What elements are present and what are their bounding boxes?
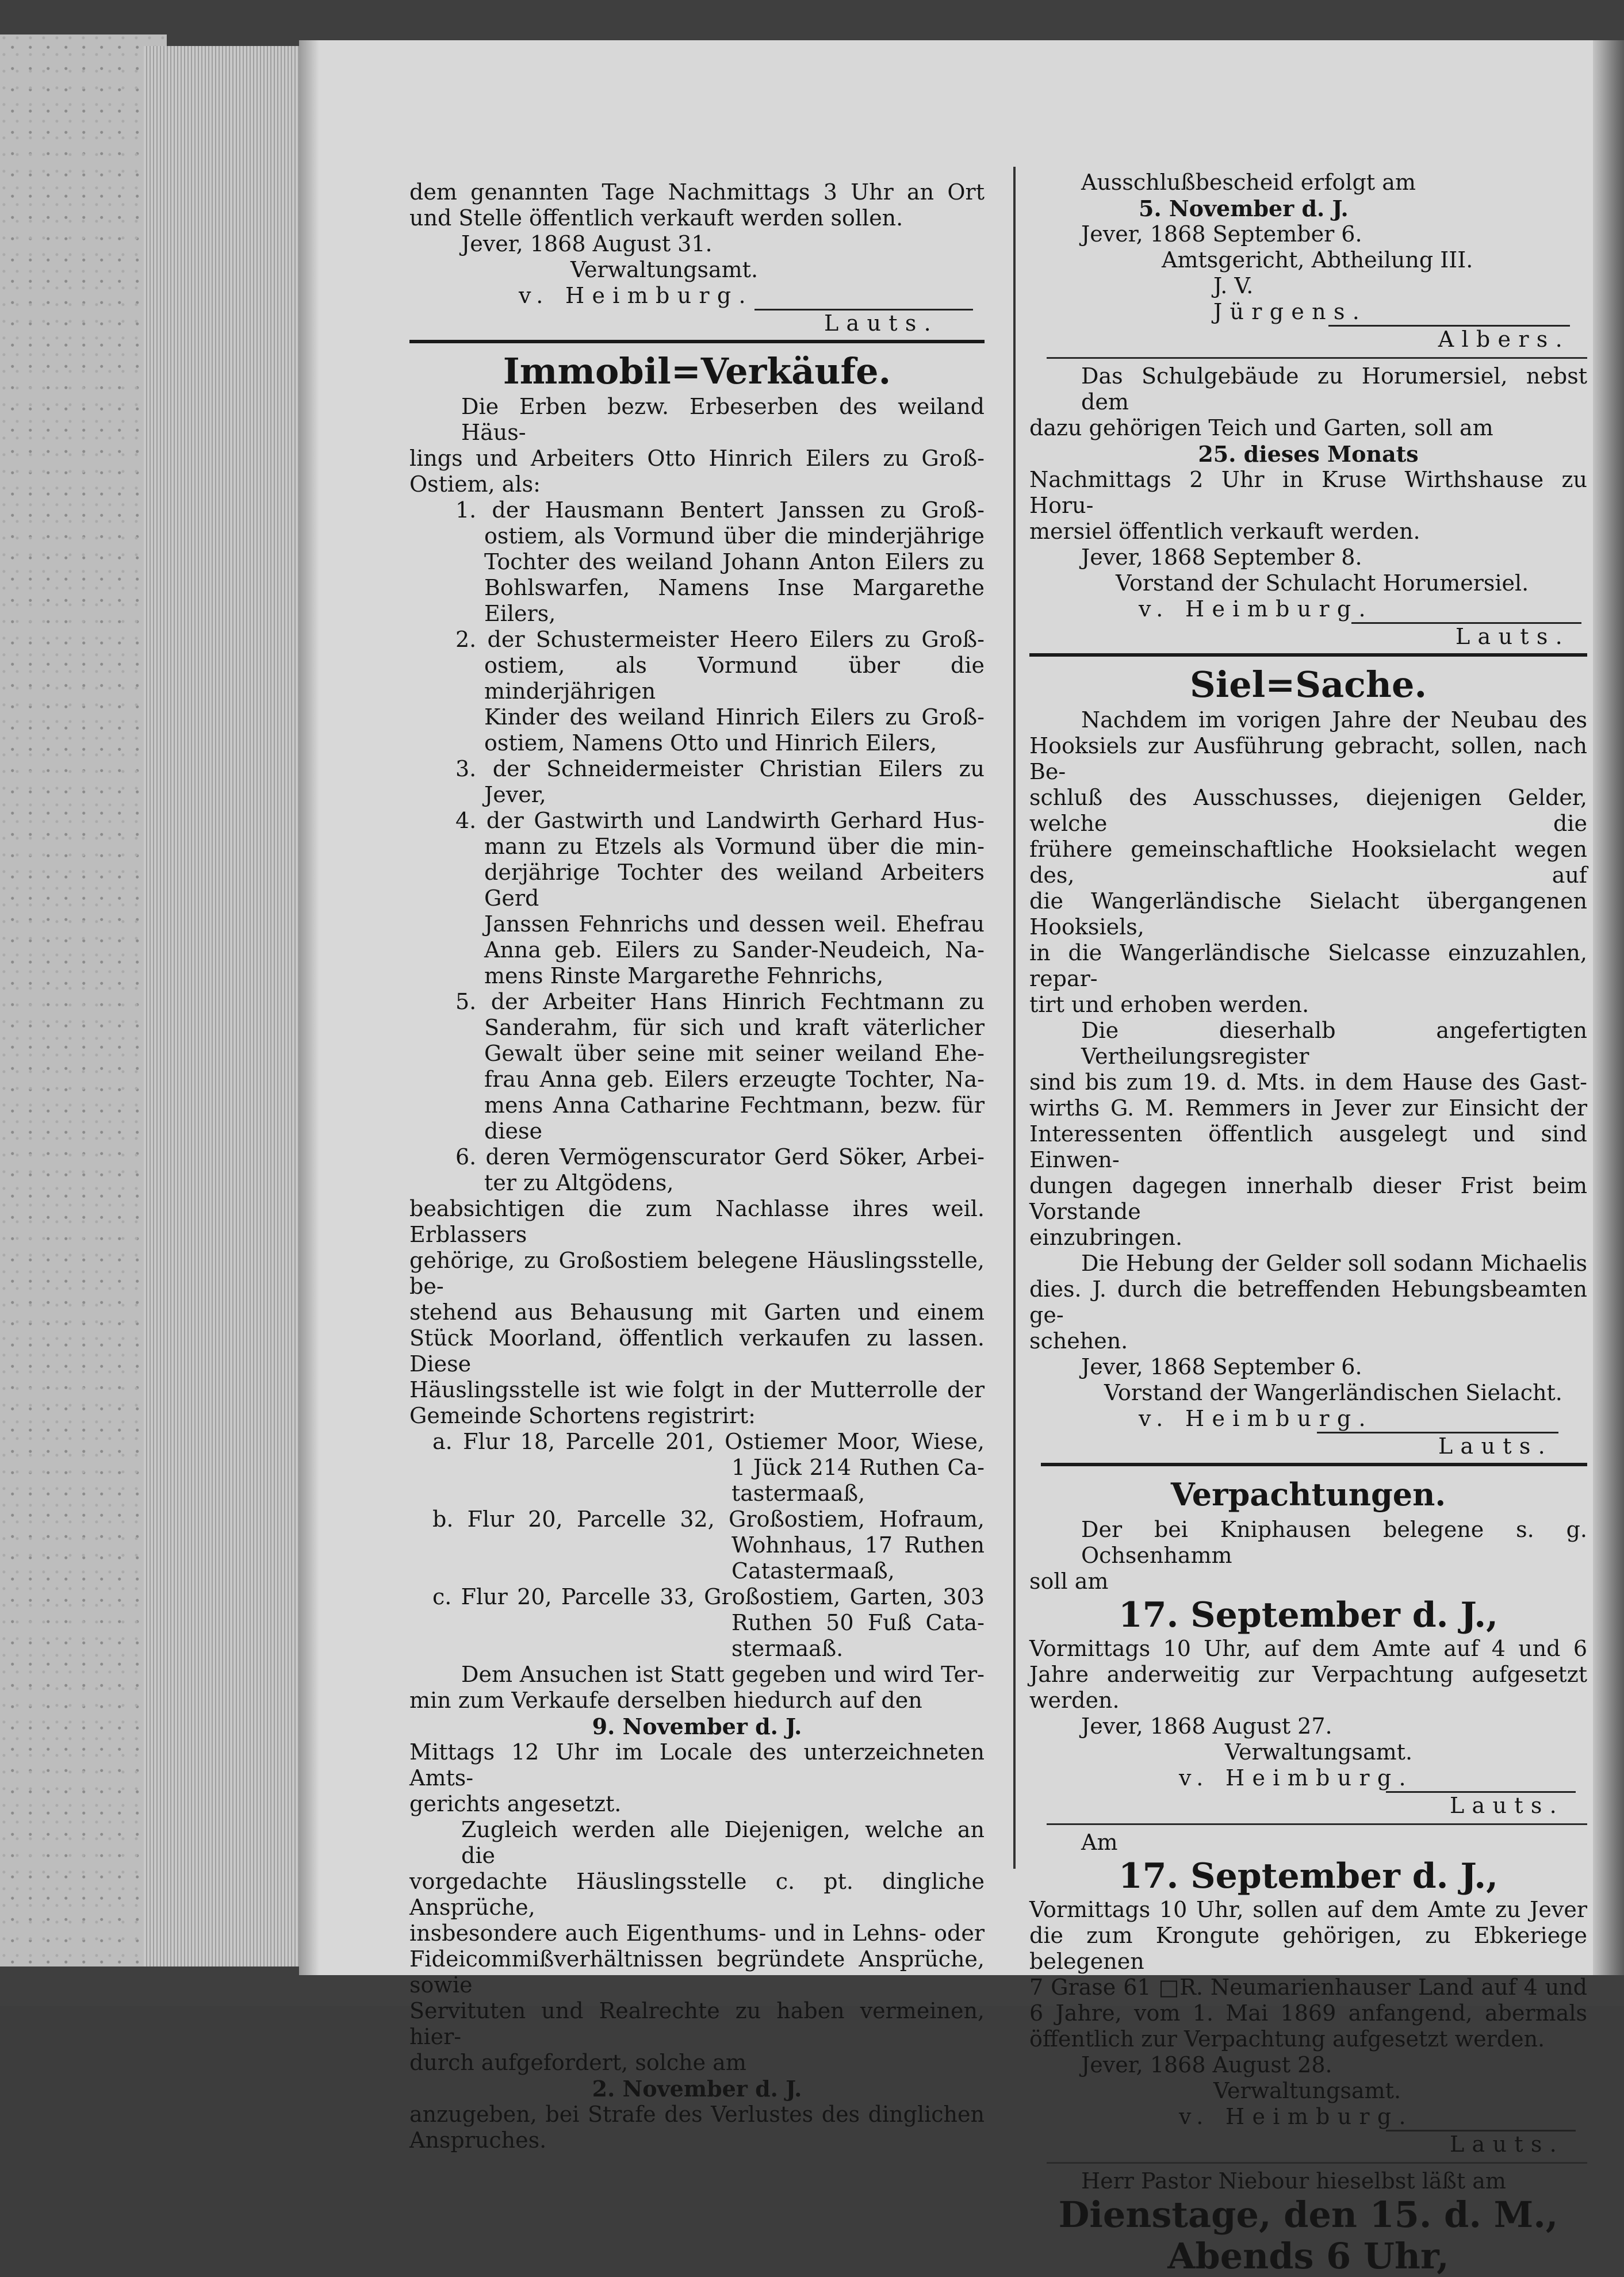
text-line: öffentlich zur Verpachtung aufgesetzt werden. bbox=[1029, 2026, 1545, 2052]
text-line: frühere gemeinschaftliche Hooksielacht wegen des, auf bbox=[1029, 837, 1587, 888]
date-line: 9. November d. J. bbox=[592, 1713, 802, 1739]
date-heading: 17. September d. J., bbox=[1119, 1856, 1498, 1896]
text-line: 7 Grase 61 □R. Neumarienhauser Land auf 4 und bbox=[1029, 1975, 1587, 2000]
list-item: 1. der Hausmann Bentert Janssen zu Groß- ostiem, als Vormund über die minderjährige Tochter des weiland Johann Anton Eilers zu Bohlswarfen, Namens Inse Margarethe Eilers, bbox=[455, 497, 985, 626]
signature: Albers. bbox=[1438, 327, 1570, 352]
date-line: 2. November d. J. bbox=[592, 2076, 802, 2102]
text-line: gerichts angesetzt. bbox=[409, 1791, 622, 1816]
dateline: Jever, 1868 August 27. bbox=[1081, 1713, 1332, 1739]
text-line: Häuslingsstelle ist wie folgt in der Mutterrolle der bbox=[409, 1377, 985, 1402]
parcel-entry: c. Flur 20, Parcelle 33, Großostiem, Garten, 303 Ruthen 50 Fuß Cata- stermaaß. bbox=[432, 1584, 985, 1661]
parcel-entry: a. Flur 18, Parcelle 201, Ostiemer Moor, Wiese, 1 Jück 214 Ruthen Ca- tastermaaß, bbox=[432, 1429, 985, 1506]
section-heading: Siel=Sache. bbox=[1189, 664, 1427, 706]
office-name: Verwaltungsamt. bbox=[1225, 1739, 1413, 1765]
text-line: Die Hebung der Gelder soll sodann Michaelis bbox=[1081, 1251, 1587, 1276]
text-line: Die dieserhalb angefertigten Vertheilungsregister bbox=[1081, 1018, 1587, 1069]
text-line: lings und Arbeiters Otto Hinrich Eilers zu Groß- bbox=[409, 446, 985, 471]
text-line: Zugleich werden alle Diejenigen, welche an die bbox=[461, 1817, 985, 1868]
dateline: Jever, 1868 August 28. bbox=[1081, 2052, 1332, 2077]
text-line: Interessenten öffentlich ausgelegt und sind Einwen- bbox=[1029, 1121, 1587, 1172]
dateline: Jever, 1868 August 31. bbox=[461, 231, 713, 256]
text-line: Vormittags 10 Uhr, sollen auf dem Amte zu Jever bbox=[1029, 1897, 1587, 1922]
text-line: in die Wangerländische Sielcasse einzuzahlen, repar- bbox=[1029, 940, 1587, 991]
parcel-list bbox=[409, 1429, 985, 1662]
text-line: min zum Verkaufe derselben hiedurch auf den bbox=[409, 1688, 922, 1713]
section-heading: Verpachtungen. bbox=[1170, 1476, 1446, 1513]
signature: v. Heimburg. bbox=[1139, 1406, 1373, 1431]
text-line: 6 Jahre, vom 1. Mai 1869 anfangend, abermals bbox=[1029, 2000, 1587, 2026]
text-line: Am bbox=[1081, 1830, 1118, 1855]
text-line: Fideicommißverhältnissen begründete Ansprüche, sowie bbox=[409, 1946, 985, 1998]
signature: Lauts. bbox=[1449, 2132, 1564, 2157]
section-heading: Immobil=Verkäufe. bbox=[503, 350, 891, 392]
text-line: J. V. bbox=[1213, 273, 1254, 298]
text-line: durch aufgefordert, solche am bbox=[409, 2050, 746, 2075]
signature-block bbox=[409, 309, 985, 336]
date-line: 25. dieses Monats bbox=[1198, 441, 1419, 467]
text-line: Ostiem, als: bbox=[409, 471, 541, 497]
text-line: insbesondere auch Eigenthums- und in Lehns- oder bbox=[409, 1920, 985, 1946]
text-line: und Stelle öffentlich verkauft werden sollen. bbox=[409, 205, 903, 231]
text-line: wirths G. M. Remmers in Jever zur Einsicht der bbox=[1029, 1095, 1587, 1121]
list-item: 2. der Schustermeister Heero Eilers zu Groß- ostiem, als Vormund über die minderjährigen Kinder des weiland Hinrich Eilers zu Groß- ostiem, Namens Otto und Hinrich Eilers, bbox=[455, 627, 985, 756]
list-item: 6. deren Vermögenscurator Gerd Söker, Arbei- ter zu Altgödens, bbox=[455, 1144, 985, 1195]
text-line: Nachdem im vorigen Jahre der Neubau des bbox=[1081, 707, 1587, 733]
event-heading: Abends 6 Uhr, bbox=[1167, 2235, 1449, 2277]
text-line: beabsichtigen die zum Nachlasse ihres weil. Erblassers bbox=[409, 1196, 985, 1247]
text-line: mersiel öffentlich verkauft werden. bbox=[1029, 519, 1420, 544]
date-line: 5. November d. J. bbox=[1139, 195, 1349, 221]
text-line: dungen dagegen innerhalb dieser Frist beim Vorstande bbox=[1029, 1173, 1587, 1224]
text-line: dazu gehörigen Teich und Garten, soll am bbox=[1029, 415, 1493, 440]
text-line: anzugeben, bei Strafe des Verlustes des dinglichen bbox=[409, 2102, 985, 2127]
event-heading: Dienstage, den 15. d. M., bbox=[1058, 2194, 1558, 2236]
text-line: Nachmittags 2 Uhr in Kruse Wirthshause zu Horu- bbox=[1029, 467, 1587, 518]
list-item: 4. der Gastwirth und Landwirth Gerhard Hus- mann zu Etzels als Vormund über die min- derjährige Tochter des weiland Arbeiters Gerd Janssen Fehnrichs und dessen weil. Ehefrau Anna geb. Eilers zu Sander-Neudeich, Na- mens Rinste Margarethe Fehnrichs, bbox=[455, 808, 985, 988]
text-line: Gemeinde Schortens registrirt: bbox=[409, 1403, 756, 1428]
text-line: Hooksiels zur Ausführung gebracht, sollen, nach Be- bbox=[1029, 733, 1587, 784]
dateline: Jever, 1868 September 8. bbox=[1081, 545, 1362, 570]
signature: Lauts. bbox=[824, 310, 939, 336]
section-rule bbox=[1047, 2162, 1587, 2164]
signature: v. Heimburg. bbox=[1139, 596, 1373, 622]
parcel-entry: b. Flur 20, Parcelle 32, Großostiem, Hofraum, Wohnhaus, 17 Ruthen Catastermaaß, bbox=[432, 1506, 985, 1584]
text-line: einzubringen. bbox=[1029, 1225, 1183, 1250]
text-line: Das Schulgebäude zu Horumersiel, nebst dem bbox=[1081, 363, 1587, 415]
signature: Lauts. bbox=[1449, 1793, 1564, 1818]
heirs-list bbox=[409, 497, 985, 1196]
page-edge-shadow bbox=[1593, 40, 1624, 1975]
text-line: Der bei Kniphausen belegene s. g. Ochsenhamm bbox=[1081, 1517, 1587, 1568]
right-column bbox=[1029, 170, 1587, 2277]
page-stack bbox=[144, 46, 311, 1966]
text-line: Vormittags 10 Uhr, auf dem Amte auf 4 und 6 bbox=[1029, 1636, 1587, 1661]
signature: v. Heimburg. bbox=[519, 283, 753, 308]
list-item: 5. der Arbeiter Hans Hinrich Fechtmann zu Sanderahm, für sich und kraft väterlicher Gewalt über seine mit seiner weiland Ehe- frau Anna geb. Eilers erzeugte Tochter, Na- mens Anna Catharine Fechtmann, bezw. für diese bbox=[455, 989, 985, 1144]
page-gutter bbox=[299, 40, 319, 1975]
text-line: dies. J. durch die betreffenden Hebungsbeamten ge- bbox=[1029, 1276, 1587, 1328]
text-line: Anspruches. bbox=[409, 2128, 547, 2153]
office-name: Verwaltungsamt. bbox=[570, 257, 759, 282]
office-name: Vorstand der Wangerländischen Sielacht. bbox=[1104, 1380, 1562, 1405]
office-name: Amtsgericht, Abtheilung III. bbox=[1162, 247, 1473, 273]
text-line: schluß des Ausschusses, diejenigen Gelder, welche die bbox=[1029, 785, 1587, 836]
dateline: Jever, 1868 September 6. bbox=[1081, 1354, 1362, 1379]
dateline: Jever, 1868 September 6. bbox=[1081, 221, 1362, 247]
column-divider bbox=[1013, 167, 1016, 1869]
signature: Lauts. bbox=[1438, 1433, 1553, 1459]
signature: v. Heimburg. bbox=[1179, 2104, 1414, 2129]
text-line: tirt und erhoben werden. bbox=[1029, 992, 1309, 1017]
date-heading: 17. September d. J., bbox=[1119, 1595, 1498, 1635]
text-line: soll am bbox=[1029, 1569, 1109, 1594]
text-line: Servituten und Realrechte zu haben vermeinen, hier- bbox=[409, 1998, 985, 2049]
section-rule bbox=[1041, 1463, 1587, 1466]
section-rule bbox=[1047, 357, 1587, 359]
section-rule bbox=[1029, 653, 1587, 657]
signature: Jürgens. bbox=[1213, 299, 1368, 324]
signature: v. Heimburg. bbox=[1179, 1765, 1414, 1791]
list-item: 3. der Schneidermeister Christian Eilers zu Jever, bbox=[455, 756, 985, 807]
text-line: Ausschlußbescheid erfolgt am bbox=[1081, 170, 1416, 195]
section-rule bbox=[1047, 1823, 1587, 1825]
text-line: Jahre anderweitig zur Verpachtung aufgesetzt werden. bbox=[1029, 1662, 1587, 1713]
text-line: sind bis zum 19. d. Mts. in dem Hause des Gast- bbox=[1029, 1070, 1587, 1095]
office-name: Verwaltungsamt. bbox=[1213, 2078, 1401, 2103]
signature: Lauts. bbox=[1455, 624, 1570, 649]
text-line: gehörige, zu Großostiem belegene Häuslingsstelle, be- bbox=[409, 1248, 985, 1299]
text-line: Dem Ansuchen ist Statt gegeben und wird Ter- bbox=[461, 1662, 985, 1687]
left-column bbox=[409, 179, 985, 2153]
text-line: Die Erben bezw. Erbeserben des weiland Häus- bbox=[461, 394, 985, 445]
text-line: vorgedachte Häuslingsstelle c. pt. dingliche Ansprüche, bbox=[409, 1869, 985, 1920]
office-name: Vorstand der Schulacht Horumersiel. bbox=[1116, 570, 1529, 596]
text-line: Stück Moorland, öffentlich verkaufen zu lassen. Diese bbox=[409, 1325, 985, 1377]
section-rule bbox=[409, 340, 985, 343]
text-line: schehen. bbox=[1029, 1328, 1128, 1354]
text-line: die zum Krongute gehörigen, zu Ebkeriege belegenen bbox=[1029, 1923, 1587, 1974]
text-line: Mittags 12 Uhr im Locale des unterzeichneten Amts- bbox=[409, 1739, 985, 1791]
text-line: die Wangerländische Sielacht übergangenen Hooksiels, bbox=[1029, 888, 1587, 940]
text-line: stehend aus Behausung mit Garten und einem bbox=[409, 1300, 985, 1325]
book-cover-edge bbox=[0, 34, 167, 1966]
text-line: dem genannten Tage Nachmittags 3 Uhr an Ort bbox=[409, 179, 985, 205]
text-line: Herr Pastor Niebour hieselbst läßt am bbox=[1081, 2168, 1506, 2194]
